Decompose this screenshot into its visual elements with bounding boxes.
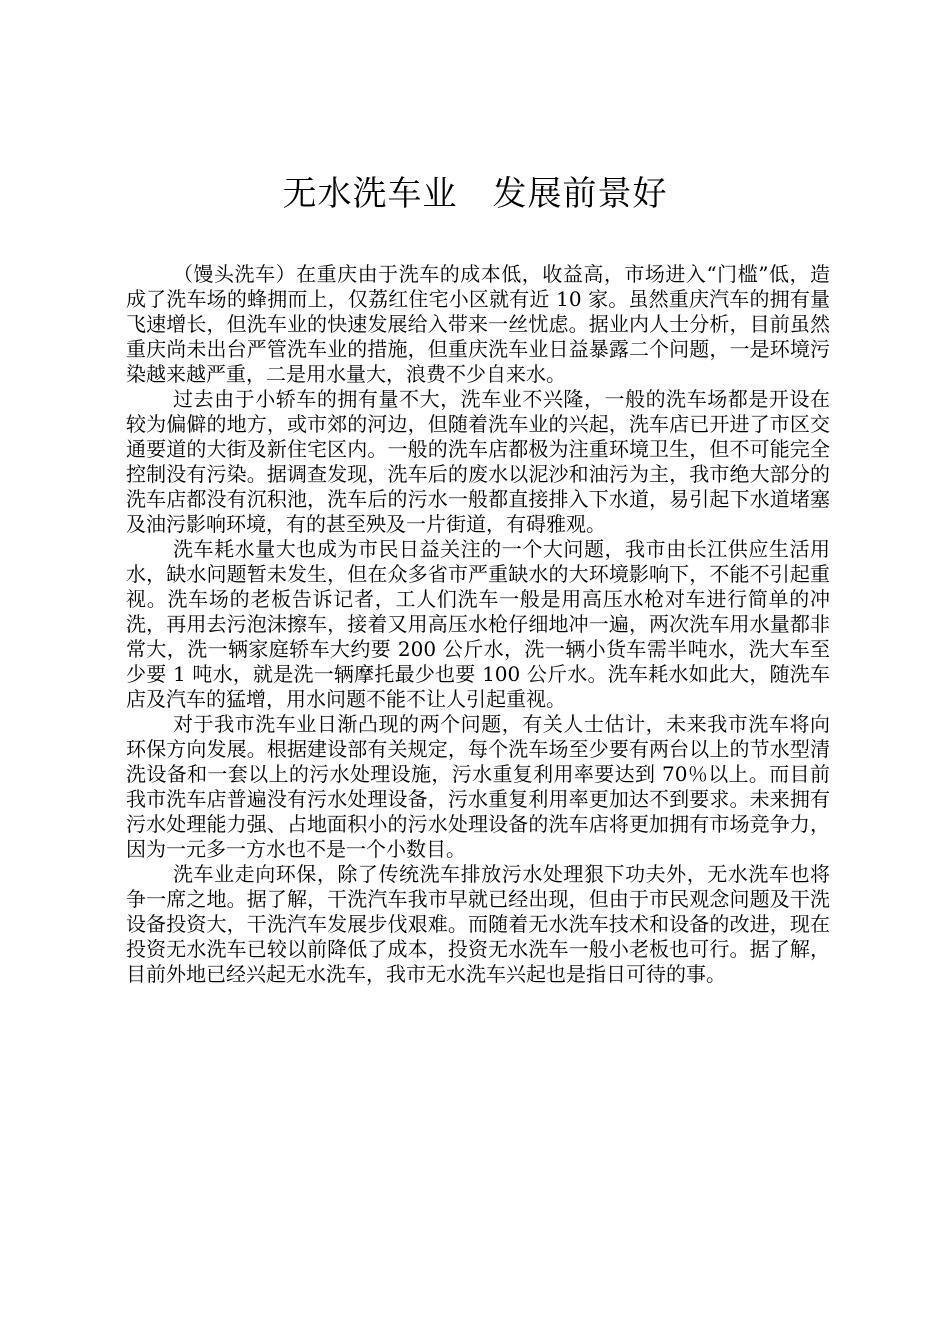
paragraph-1: （馒头洗车）在重庆由于洗车的成本低，收益高，市场进入“门槛”低，造成了洗车场的蜂拥而上，仅荔红住宅小区就有近 10 家。虽然重庆汽车的拥有量飞速增长，但洗车业的快速发展给入带来一丝忧虑。据业内人士分析，目前虽然重庆尚未出台严管洗车业的措施，但重庆洗车业日益暴露二个问题，一是环境污染越来越严重，二是用水量大，浪费不少自来水。 — [126, 262, 830, 386]
paragraph-2: 过去由于小轿车的拥有量不大，洗车业不兴隆，一般的洗车场都是开设在较为偏僻的地方，或市郊的河边，但随着洗车业的兴起，洗车店已开进了市区交通要道的大街及新住宅区内。一般的洗车店都极为注重环境卫生，但不可能完全控制没有污染。据调查发现，洗车后的废水以泥沙和油污为主，我市绝大部分的洗车店都没有沉积池，洗车后的污水一般都直接排入下水道，易引起下水道堵塞及油污影响环境，有的甚至殃及一片街道，有碍雅观。 — [126, 387, 830, 536]
paragraph-5: 洗车业走向环保，除了传统洗车排放污水处理狠下功夫外，无水洗车也将争一席之地。据了解，干洗汽车我市早就已经出现，但由于市民观念问题及干洗设备投资大，干洗汽车发展步伐艰难。而随着无水洗车技术和设备的改进，现在投资无水洗车已较以前降低了成本，投资无水洗车一般小老板也可行。据了解，目前外地已经兴起无水洗车，我市无水洗车兴起也是指日可待的事。 — [126, 862, 830, 986]
article-body — [126, 262, 830, 987]
document-title: 无水洗车业 发展前景好 — [282, 174, 668, 214]
paragraph-4: 对于我市洗车业日渐凸现的两个问题，有关人士估计，未来我市洗车将向环保方向发展。根据建设部有关规定，每个洗车场至少要有两台以上的节水型清洗设备和一套以上的污水处理设施，污水重复利用率要达到 70％以上。而目前我市洗车店普遍没有污水处理设备，污水重复利用率更加达不到要求。未来拥有污水处理能力强、占地面积小的污水处理设备的洗车店将更加拥有市场竞争力，因为一元多一方水也不是一个小数目。 — [126, 712, 830, 861]
paragraph-3: 洗车耗水量大也成为市民日益关注的一个大问题，我市由长江供应生活用水，缺水问题暂未发生，但在众多省市严重缺水的大环境影响下，不能不引起重视。洗车场的老板告诉记者，工人们洗车一般是用高压水枪对车进行简单的冲洗，再用去污泡沫擦车，接着又用高压水枪仔细地冲一遍，两次洗车用水量都非常大，洗一辆家庭轿车大约要 200 公斤水，洗一辆小货车需半吨水，洗大车至少要 1 吨水，就是洗一辆摩托最少也要 100 公斤水。洗车耗水如此大，随洗车店及汽车的猛增，用水问题不能不让人引起重视。 — [126, 537, 830, 711]
